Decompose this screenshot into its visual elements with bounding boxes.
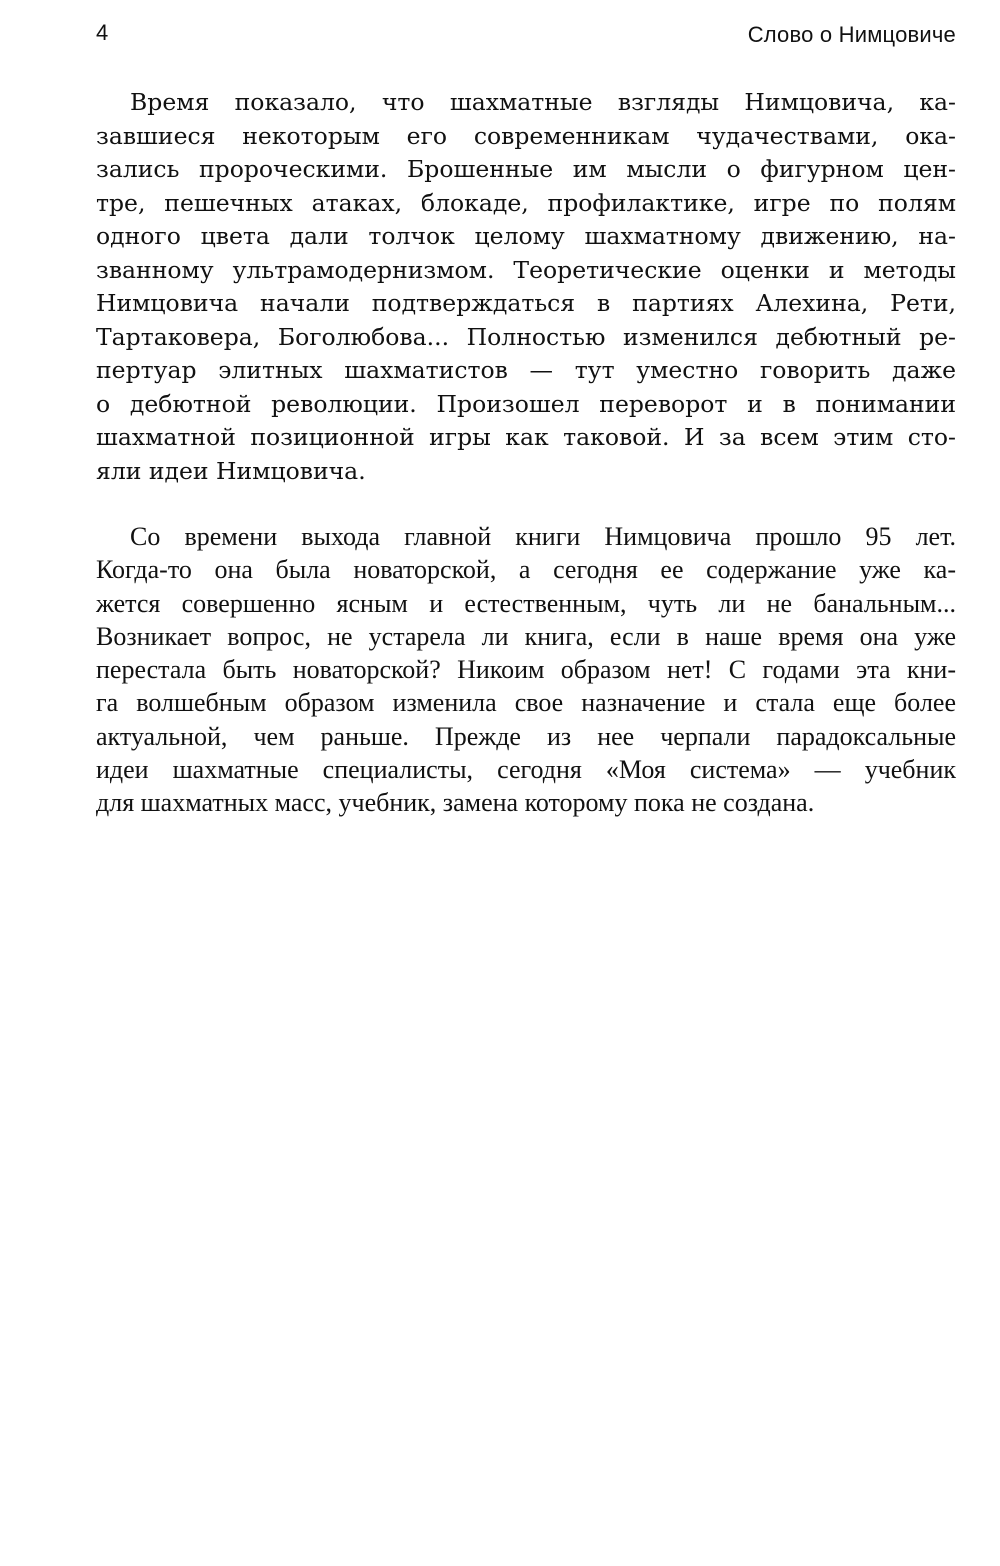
text-line: завшиеся некоторым его современникам чудачествами, ока- bbox=[96, 121, 956, 150]
running-title: Слово о Нимцовиче bbox=[747, 22, 956, 47]
text-line: тре, пешечных атаках, блокаде, профилактике, игре по полям bbox=[96, 188, 956, 217]
text-line: Время показало, что шахматные взгляды Нимцовича, ка- bbox=[130, 88, 956, 116]
text-line: Возникает вопрос, не устарела ли книга, если в наше время она уже bbox=[96, 621, 956, 651]
text-line: яли идеи Нимцовича. bbox=[96, 456, 366, 485]
text-line: идеи шахматные специалисты, сегодня «Моя система» — учебник bbox=[96, 755, 956, 785]
text-line: званному ультрамодернизмом. Теоретические оценки и методы bbox=[96, 255, 956, 284]
text-line: Нимцовича начали подтверждаться в партиях Алехина, Рети, bbox=[96, 289, 956, 317]
paragraph-1 bbox=[96, 86, 956, 488]
text-line: Когда-то она была новаторской, а сегодня ее содержание уже ка- bbox=[96, 555, 956, 585]
page-header bbox=[96, 18, 956, 52]
text-line: Тартаковера, Боголюбова... Полностью изменился дебютный ре- bbox=[96, 322, 956, 351]
text-line: шахматной позиционной игры как таковой. И за всем этим сто- bbox=[96, 423, 956, 451]
text-line: га волшебным образом изменила свое назначение и стала еще более bbox=[96, 688, 956, 718]
text-line: о дебютной революции. Произошел переворот и в понимании bbox=[96, 389, 956, 418]
text-line: перестала быть новаторской? Никоим образом нет! С годами эта кни- bbox=[96, 655, 956, 685]
text-line: одного цвета дали толчок целому шахматному движению, на- bbox=[96, 222, 956, 250]
text-line: пертуар элитных шахматистов — тут уместно говорить даже bbox=[96, 356, 956, 384]
text-line: зались пророческими. Брошенные им мысли о фигурном цен- bbox=[96, 155, 956, 183]
text-line: для шахматных масс, учебник, замена которому пока не создана. bbox=[96, 788, 815, 818]
text-line: Со времени выхода главной книги Нимцовича прошло 95 лет. bbox=[130, 522, 956, 551]
page-number: 4 bbox=[96, 20, 109, 45]
text-line: актуальной, чем раньше. Прежде из нее черпали парадоксальные bbox=[96, 721, 956, 751]
paragraph-2 bbox=[96, 520, 956, 820]
text-line: жется совершенно ясным и естественным, чуть ли не банальным... bbox=[96, 588, 956, 618]
